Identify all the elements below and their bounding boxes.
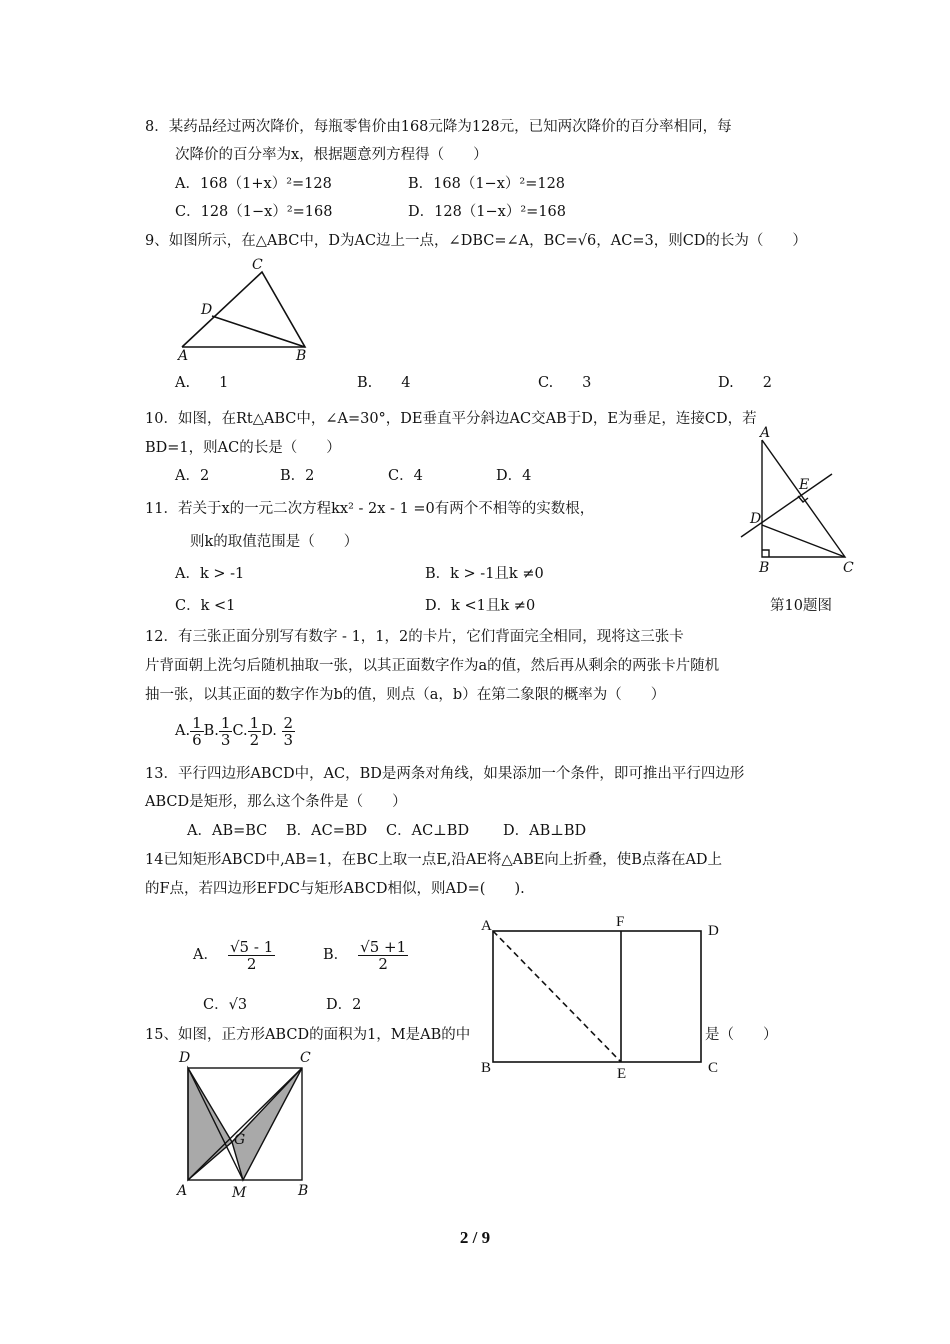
q15-stem-left: 15、如图，正方形ABCD的面积为1，M是AB的中	[145, 1027, 471, 1043]
q15-label-m: M	[232, 1185, 247, 1201]
q15-stem-right: 是（ ）	[705, 1027, 778, 1043]
q12-line2: 片背面朝上洗匀后随机抽取一张，以其正面数字作为a的值，然后再从剩余的两张卡片随机	[145, 658, 720, 674]
q9-label-d: D	[201, 302, 213, 318]
q14-label-c: C	[708, 1060, 719, 1076]
q11-option-b: B．k > -1且k ≠0	[425, 566, 544, 582]
q14-label-b: B	[481, 1060, 492, 1076]
q12-option-c-letter: C.	[232, 723, 248, 739]
q14-option-b-num: √5 +1	[360, 937, 407, 956]
q11-option-c: C．k <1	[175, 598, 236, 614]
q9-option-a: A. 1	[175, 375, 229, 391]
q10-option-b: B．2	[280, 468, 315, 484]
q9-label-a: A	[178, 348, 189, 364]
q10-option-d: D．4	[496, 468, 532, 484]
q13-option-a: A．AB=BC	[187, 823, 268, 839]
q11-option-d: D．k <1且k ≠0	[425, 598, 536, 614]
q13-option-c: C．AC⊥BD	[386, 823, 470, 839]
q14-option-b-den: 2	[378, 954, 388, 973]
q12-option-b-den: 3	[220, 730, 231, 749]
page-number: 2 / 9	[459, 1228, 491, 1247]
q8-option-b: B．168（1−x）²=128	[408, 176, 566, 192]
q14-option-a-letter: A．	[193, 947, 218, 963]
q13-option-b: B．AC=BD	[286, 823, 368, 839]
q10-option-c: C．4	[388, 468, 423, 484]
q10-caption: 第10题图	[770, 598, 832, 614]
q14-label-a: A	[481, 918, 492, 934]
q15-label-a: A	[177, 1183, 188, 1199]
q12-option-d-letter: D.	[261, 723, 277, 739]
q15-label-c: C	[300, 1050, 311, 1066]
q10-label-e: E	[799, 477, 810, 493]
q12-option-b-num: 1	[220, 713, 231, 732]
q12-option-b-letter: B.	[203, 723, 219, 739]
q8-option-c: C．128（1−x）²=168	[175, 204, 333, 220]
q9-label-b: B	[296, 348, 307, 364]
q10-line2: BD=1，则AC的长是（ ）	[145, 440, 341, 456]
q10-label-a: A	[760, 425, 771, 441]
q15-label-g: G	[234, 1132, 246, 1148]
q13-line2: ABCD是矩形，那么这个条件是（ ）	[145, 794, 407, 810]
q12-option-a-letter: A.	[175, 723, 191, 739]
q10-line1: 10．如图，在Rt△ABC中，∠A=30°，DE垂直平分斜边AC交AB于D，E为垂足，连接CD，若	[145, 411, 757, 427]
q10-label-b: B	[759, 560, 770, 576]
q14-line2: 的F点，若四边形EFDC与矩形ABCD相似，则AD=( ).	[145, 881, 525, 897]
q15-label-b: B	[298, 1183, 309, 1199]
q12-line3: 抽一张，以其正面的数字作为b的值，则点（a，b）在第二象限的概率为（ ）	[145, 687, 666, 703]
q15-label-d: D	[179, 1050, 191, 1066]
q10-label-c: C	[843, 560, 854, 576]
q11-line2: 则k的取值范围是（ ）	[190, 534, 359, 550]
q12-option-a-num: 1	[192, 713, 202, 732]
q8-line2: 次降价的百分率为x，根据题意列方程得（ ）	[175, 147, 488, 163]
q12-option-a-den: 6	[192, 730, 202, 749]
q12-option-d-num: 2	[283, 713, 294, 732]
q9-option-b: B. 4	[357, 375, 411, 391]
q10-option-a: A．2	[175, 468, 210, 484]
q8-line1: 8．某药品经过两次降价，每瓶零售价由168元降为128元，已知两次降价的百分率相同，每	[145, 119, 732, 135]
q12-option-d-den: 3	[283, 730, 294, 749]
q9-option-c: C. 3	[538, 375, 592, 391]
q14-option-a-den: 2	[246, 954, 257, 973]
q13-line1: 13．平行四边形ABCD中，AC，BD是两条对角线，如果添加一个条件，即可推出平行四边形	[145, 766, 745, 782]
q13-option-d: D．AB⊥BD	[503, 823, 587, 839]
q8-option-d: D．128（1−x）²=168	[408, 204, 566, 220]
q9-stem: 9、如图所示，在△ABC中，D为AC边上一点，∠DBC=∠A，BC=√6，AC=3，则CD的长为（ ）	[145, 233, 807, 249]
q14-label-d: D	[708, 923, 719, 939]
q10-label-d: D	[750, 511, 762, 527]
q12-option-c-num: 1	[249, 713, 260, 732]
q9-label-c: C	[252, 257, 263, 273]
q12-option-c-den: 2	[249, 730, 260, 749]
q14-label-f: F	[616, 914, 625, 930]
q14-option-c: C．√3	[203, 997, 248, 1013]
q9-option-d: D. 2	[718, 375, 772, 391]
q8-option-a: A．168（1+x）²=128	[175, 176, 332, 192]
q14-option-b-letter: B．	[323, 947, 349, 963]
q14-line1: 14已知矩形ABCD中,AB=1，在BC上取一点E,沿AE将△ABE向上折叠，使B点落在AD上	[145, 852, 723, 868]
q11-line1: 11．若关于x的一元二次方程kx² - 2x - 1 =0有两个不相等的实数根，	[145, 501, 595, 517]
q11-option-a: A．k > -1	[175, 566, 245, 582]
q14-label-e: E	[617, 1066, 627, 1082]
q14-option-d: D．2	[326, 997, 362, 1013]
q12-line1: 12．有三张正面分别写有数字 - 1，1，2的卡片，它们背面完全相同，现将这三张卡	[145, 629, 684, 645]
q14-option-a-num: √5 - 1	[229, 937, 274, 956]
